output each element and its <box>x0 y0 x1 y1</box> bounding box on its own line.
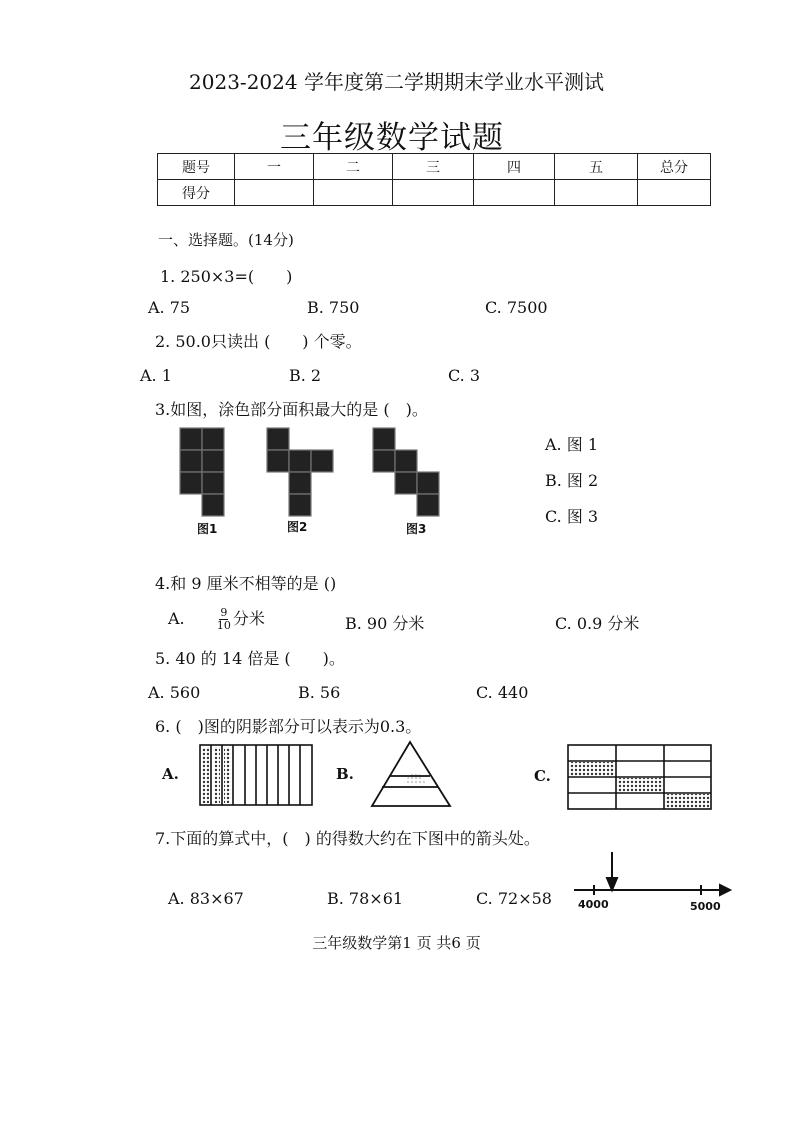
figure-1-square <box>180 472 202 494</box>
exam-subject-title: 三年级数学试题 <box>280 120 504 156</box>
question-4-stem: 4.和 9 厘米不相等的是 () <box>155 574 337 593</box>
q4-option-a-unit: 分米 <box>232 609 265 628</box>
figure-1-square <box>202 494 224 516</box>
score-input-cell[interactable] <box>314 180 393 206</box>
figure-3-label: 图3 <box>406 522 427 536</box>
figure-2-square <box>289 472 311 494</box>
score-table-score-row <box>158 180 711 206</box>
question-3-stem: 3.如图，涂色部分面积最大的是 ( )。 <box>155 400 428 419</box>
score-cell: 四 <box>474 154 555 180</box>
score-input-cell[interactable] <box>235 180 314 206</box>
figure-3-square <box>417 472 439 494</box>
q6-figures <box>158 740 718 812</box>
figure-3-square <box>417 494 439 516</box>
figure-1-square <box>202 428 224 450</box>
q7-number-line <box>570 848 740 914</box>
score-input-cell[interactable] <box>555 180 638 206</box>
score-cell: 三 <box>393 154 474 180</box>
score-cell: 总分 <box>638 154 711 180</box>
figure-1-square <box>180 428 202 450</box>
figure-2-label: 图2 <box>287 520 308 534</box>
q7-option-a[interactable]: A. 83×67 <box>168 889 244 908</box>
score-cell: 题号 <box>158 154 235 180</box>
fraction <box>217 607 231 632</box>
question-6-stem: 6. ( )图的阴影部分可以表示为0.3。 <box>155 717 422 736</box>
figure-1-square <box>202 450 224 472</box>
exam-title: 2023-2024 学年度第二学期期末学业水平测试 <box>189 70 604 94</box>
q1-option-a[interactable]: A. 75 <box>148 298 191 317</box>
figure-3-square <box>395 472 417 494</box>
q5-option-c[interactable]: C. 440 <box>476 683 529 702</box>
question-7-stem: 7.下面的算式中，( ) 的得数大约在下图中的箭头处。 <box>155 829 540 848</box>
score-input-cell[interactable] <box>638 180 711 206</box>
figure-2-square <box>311 450 333 472</box>
q2-option-b[interactable]: B. 2 <box>289 366 322 385</box>
q3-figures <box>175 425 445 540</box>
score-input-cell[interactable] <box>393 180 474 206</box>
page-footer: 三年级数学第1 页 共6 页 <box>312 934 481 952</box>
score-input-cell[interactable] <box>474 180 555 206</box>
fraction-denominator: 10 <box>216 619 231 632</box>
score-cell: 五 <box>555 154 638 180</box>
q3-option-a[interactable]: A. 图 1 <box>545 435 598 454</box>
q1-option-b[interactable]: B. 750 <box>307 298 360 317</box>
question-2-stem: 2. 50.0只读出 ( ) 个零。 <box>155 332 362 351</box>
axis-label-5000: 5000 <box>690 900 721 913</box>
figure-3-square <box>373 450 395 472</box>
q4-option-a[interactable] <box>168 606 265 632</box>
q6-figure-a <box>200 745 312 805</box>
q2-option-a[interactable]: A. 1 <box>140 366 172 385</box>
q7-option-b[interactable]: B. 78×61 <box>327 889 404 908</box>
figure-2-square <box>267 450 289 472</box>
q7-option-c[interactable]: C. 72×58 <box>476 889 552 908</box>
score-table-header-row <box>158 154 711 180</box>
q3-option-c[interactable]: C. 图 3 <box>545 507 599 526</box>
figure-1-label: 图1 <box>197 522 218 536</box>
figure-3-square <box>395 450 417 472</box>
question-5-stem: 5. 40 的 14 倍是 ( )。 <box>155 649 345 668</box>
axis-label-4000: 4000 <box>578 898 609 911</box>
score-cell: 一 <box>235 154 314 180</box>
score-cell: 二 <box>314 154 393 180</box>
q5-option-a[interactable]: A. 560 <box>148 683 201 702</box>
section-heading: 一、选择题。(14分) <box>158 231 294 249</box>
q6-figure-c <box>568 745 711 809</box>
q4-option-c[interactable]: C. 0.9 分米 <box>555 614 640 633</box>
q6-figure-b <box>372 742 450 806</box>
q6-label-b: B. <box>336 765 354 783</box>
q1-option-c[interactable]: C. 7500 <box>485 298 548 317</box>
q4-option-a-prefix: A. <box>168 609 185 628</box>
score-cell: 得分 <box>158 180 235 206</box>
figure-2-square <box>289 450 311 472</box>
question-1-stem: 1. 250×3=( ) <box>160 267 293 286</box>
q6-label-c: C. <box>534 767 551 785</box>
q2-option-c[interactable]: C. 3 <box>448 366 481 385</box>
figure-3-square <box>373 428 395 450</box>
q6-label-a: A. <box>162 765 179 783</box>
figure-2-square <box>289 494 311 516</box>
answer-arrow-head <box>607 878 617 890</box>
q4-option-b[interactable]: B. 90 分米 <box>345 614 425 633</box>
score-table <box>157 153 711 206</box>
q3-option-b[interactable]: B. 图 2 <box>545 471 599 490</box>
number-line-arrowhead <box>720 885 730 895</box>
figure-2-square <box>267 428 289 450</box>
q5-option-b[interactable]: B. 56 <box>298 683 341 702</box>
figure-1-square <box>202 472 224 494</box>
figure-1-square <box>180 450 202 472</box>
fraction-numerator: 9 <box>220 606 228 619</box>
